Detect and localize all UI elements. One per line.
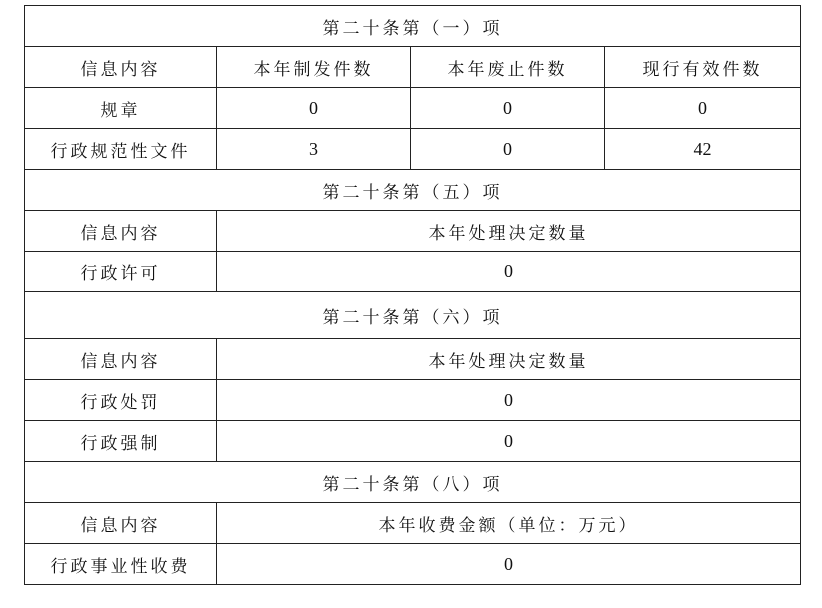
row-label: 行政强制 xyxy=(25,421,217,462)
cell-value: 0 xyxy=(217,380,801,421)
table-row xyxy=(25,544,801,585)
header-row xyxy=(25,339,801,380)
cell-value: 0 xyxy=(217,421,801,462)
disclosure-table xyxy=(24,5,801,585)
cell-value: 0 xyxy=(217,88,411,129)
cell-value: 3 xyxy=(217,129,411,170)
header-cell: 本年制发件数 xyxy=(217,47,411,88)
section-title-row xyxy=(25,292,801,339)
header-cell: 本年处理决定数量 xyxy=(217,211,801,252)
cell-value: 0 xyxy=(605,88,801,129)
header-row xyxy=(25,47,801,88)
header-cell: 本年废止件数 xyxy=(411,47,605,88)
header-cell: 信息内容 xyxy=(25,47,217,88)
row-label: 行政许可 xyxy=(25,252,217,292)
header-cell: 信息内容 xyxy=(25,339,217,380)
table-row xyxy=(25,88,801,129)
section-title-row xyxy=(25,462,801,503)
section-title-row xyxy=(25,6,801,47)
cell-value: 0 xyxy=(217,544,801,585)
cell-value: 0 xyxy=(217,252,801,292)
section-title: 第二十条第（八）项 xyxy=(25,462,801,503)
section-title: 第二十条第（五）项 xyxy=(25,170,801,211)
row-label: 规章 xyxy=(25,88,217,129)
section-title: 第二十条第（一）项 xyxy=(25,6,801,47)
header-cell: 本年处理决定数量 xyxy=(217,339,801,380)
header-row xyxy=(25,503,801,544)
table-row xyxy=(25,129,801,170)
header-cell: 信息内容 xyxy=(25,503,217,544)
header-cell: 现行有效件数 xyxy=(605,47,801,88)
table-row xyxy=(25,380,801,421)
table-row xyxy=(25,421,801,462)
header-row xyxy=(25,211,801,252)
cell-value: 42 xyxy=(605,129,801,170)
row-label: 行政规范性文件 xyxy=(25,129,217,170)
header-cell: 信息内容 xyxy=(25,211,217,252)
section-title-row xyxy=(25,170,801,211)
row-label: 行政事业性收费 xyxy=(25,544,217,585)
row-label: 行政处罚 xyxy=(25,380,217,421)
cell-value: 0 xyxy=(411,129,605,170)
cell-value: 0 xyxy=(411,88,605,129)
header-cell: 本年收费金额（单位：万元） xyxy=(217,503,801,544)
section-title: 第二十条第（六）项 xyxy=(25,292,801,339)
table-row xyxy=(25,252,801,292)
